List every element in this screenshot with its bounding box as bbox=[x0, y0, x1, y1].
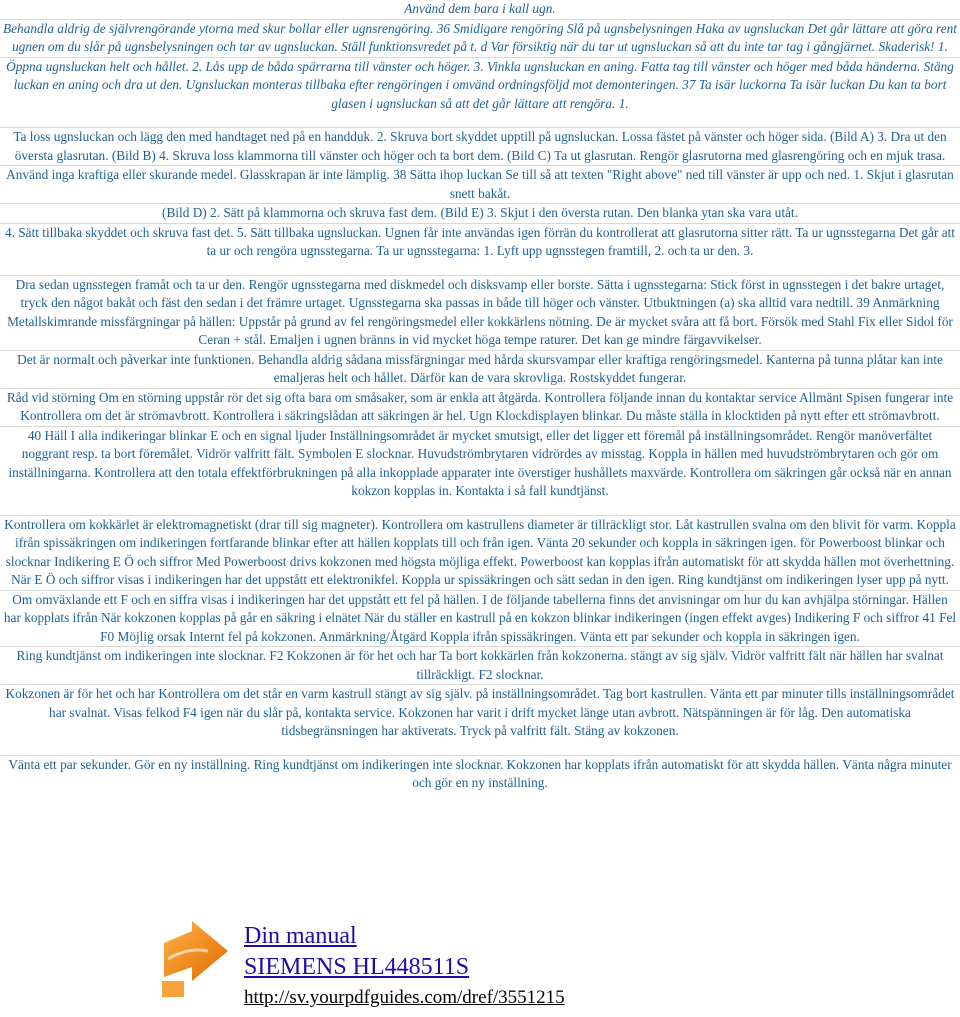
text-block bbox=[0, 515, 960, 590]
paragraph: 40 Häll I alla indikeringar blinkar E och en signal ljuder Inställningsområdet är mycket smutsigt, eller det ligger ett föremål på inställningsområdet. Rengör manöverfältet noggrant resp. ta bort föremålet. Vidrör valfritt fält. Symbolen E slocknar. Huvudströmbrytaren vidrördes av misstag. Koppla in hällen med huvudströmbrytaren och gör om inställningarna. Kontrollera att den totala effektförbrukningen på alla inkopplade apparater inte överstiger hushållets maxvärde. Kontrollera om säkringen går också när en annan kokzon kopplas in. Kontakta i så fall kundtjänst. bbox=[8, 427, 952, 498]
text-block bbox=[0, 165, 960, 203]
paragraph: Kontrollera om kokkärlet är elektromagnetiskt (drar till sig magneter). Kontrollera om kastrullens diameter är tillräckligt stor. Låt kastrullen svalna om den blivit för varm. Koppla ifrån spissäkringen om indikeringen fortfarande blinkar efter att hällen kopplats till och från igen. Vänta 20 sekunder och koppla in säkringen igen. för Powerboost blinkar och slocknar Indikering E Ö och siffror Med Powerboost drivs kokzonen med högsta möjliga effekt. Powerboost kan kopplas ifrån automatiskt för att skydda hällen mot överhettning. När E Ö och siffror visas i indikeringen har det uppstått ett elektronikfel. Koppla ur spissäkringen och sätt sedan in den igen. Ring kundtjänst om indikeringen lyser upp på nytt. bbox=[4, 516, 956, 587]
text-block bbox=[0, 0, 960, 19]
text-block bbox=[0, 755, 960, 793]
text-block bbox=[0, 203, 960, 223]
footer bbox=[0, 917, 960, 1017]
text-block bbox=[0, 19, 960, 57]
paragraph-gap bbox=[0, 741, 960, 755]
paragraph: Använd dem bara i kall ugn. bbox=[404, 1, 556, 16]
paragraph: Behandla aldrig de självrengörande ytorna med skur bollar eller ugnsrengöring. 36 Smidigare rengöring Slå på ugnsbelysningen Haka av ugnsluckan Det går lättare att göra rent ugnen om du slår på ugnsbelysningen och tar av ugnsluckan. Ställ funktionsvredet på t. d Var försiktig när du tar ut ugnsluckan så att du inte tar tag i gångjärnet. Skaderisk! 1. bbox=[3, 20, 957, 54]
paragraph-gap bbox=[0, 501, 960, 515]
paragraph-gap bbox=[0, 261, 960, 275]
paragraph: Vänta ett par sekunder. Gör en ny inställning. Ring kundtjänst om indikeringen inte slocknar. Kokzonen har kopplats ifrån automatiskt för att skydda hällen. Vänta några minuter och gör en ny inställning. bbox=[8, 756, 952, 790]
paragraph: Ring kundtjänst om indikeringen inte slocknar. F2 Kokzonen är för het och har Ta bort kokkärlen från kokzonerna. stängt av sig själv. Vidrör valfritt fält när hällen har svalnat tillräckligt. F2 slocknar. bbox=[16, 648, 944, 682]
text-block bbox=[0, 275, 960, 350]
paragraph: Om omväxlande ett F och en siffra visas i indikeringen har det uppstått ett fel på hällen. I de följande tabellerna finns det anvisningar om hur du kan avhjälpa störningar. Hällen har kopplats ifrån När kokzonen kopplas på går en säkring i elnätet När du ställer en kastrull på en kokzon blinkar indikeringen (ingen effekt avges) Indikering F och siffror 41 Fel F0 Möjlig orsak Internt fel på kokzonen. Anmärkning/Åtgärd Koppla ifrån spissäkringen. Vänta ett par sekunder och koppla in säkringen igen. bbox=[3, 591, 957, 644]
text-block bbox=[0, 223, 960, 261]
text-block bbox=[0, 127, 960, 165]
paragraph: Det är normalt och påverkar inte funktionen. Behandla aldrig sådana missfärgningar med hårda skursvampar eller kraftiga rengöringsmedel. Kanterna på tunna plåtar kan inte emaljeras helt och hållet. Därför kan de vara skrovliga. Rostskyddet fungerar. bbox=[17, 351, 943, 385]
paragraph: Öppna ugnsluckan helt och hållet. 2. Lås upp de båda spärrarna till vänster och höger. 3. Vinkla ugnsluckan en aning. Fatta tag till vänster och höger med båda händerna. Stäng luckan en aning och dra ut den. Ugnsluckan monteras tillbaka efter rengöringen i omvänd ordningsföljd mot demonteringen. 37 Ta isär luckorna Ta isär luckan Du kan ta bort glasen i ugnsluckan så att det går lättare att rengöra. 1. bbox=[6, 58, 954, 111]
manual-title-link[interactable]: Din manual bbox=[244, 923, 357, 949]
product-link[interactable]: SIEMENS HL448511S bbox=[244, 954, 470, 980]
paragraph: (Bild D) 2. Sätt på klammorna och skruva fast dem. (Bild E) 3. Skjut i den översta rutan. Den blanka ytan ska vara utåt. bbox=[162, 205, 798, 220]
text-block bbox=[0, 57, 960, 114]
text-block bbox=[0, 350, 960, 388]
paragraph-gap bbox=[0, 113, 960, 127]
text-block bbox=[0, 684, 960, 741]
paragraph: 4. Sätt tillbaka skyddet och skruva fast det. 5. Sätt tillbaka ugnsluckan. Ugnen får inte användas igen förrän du kontrollerat att glasrutorna sitter rätt. Ta ur ugnsstegarna Det går att ta ur och rengöra ugnsstegarna. Ta ur ugnsstegarna: 1. Lyft upp ugnsstegen framtill, 2. och ta ur den. 3. bbox=[4, 224, 956, 258]
paragraph: Kokzonen är för het och har Kontrollera om det står en varm kastrull stängt av sig själv. på inställningsområdet. Tag bort kastrullen. Vänta ett par minuter tills inställningsområdet har svalnat. Visas felkod F4 igen när du slår på, kontakta service. Kokzonen har varit i drift mycket länge utan avbrott. Nätspänningen är för låg. Den automatiska tidsbegränsningen har aktiverats. Tryck på valfritt fält. Stäng av kokzonen. bbox=[5, 686, 955, 738]
arrow-icon bbox=[158, 921, 230, 1001]
text-block bbox=[0, 426, 960, 501]
paragraph: Använd inga kraftiga eller skurande medel. Glasskrapan är inte lämplig. 38 Sätta ihop luckan Se till så att texten "Right above" ned till vänster är upp och ned. 1. Skjut i glasrutan snett bakåt. bbox=[6, 167, 954, 201]
text-block bbox=[0, 646, 960, 684]
text-block bbox=[0, 590, 960, 647]
paragraph: Råd vid störning Om en störning uppstår rör det sig ofta bara om småsaker, som är enkla att åtgärda. Kontrollera följande innan du kontaktar service Allmänt Spisen fungerar inte Kontrollera om det är strömavbrott. Kontrollera i säkringslådan att säkringen är hel. Ugn Klockdisplayen blinkar. Du måste ställa in klocktiden på nytt efter ett strömavbrott. bbox=[6, 389, 954, 423]
source-url-link[interactable]: http://sv.yourpdfguides.com/dref/3551215 bbox=[244, 987, 565, 1008]
paragraph: Dra sedan ugnsstegen framåt och ta ur den. Rengör ugnsstegarna med diskmedel och disksvamp eller borste. Sätta i ugnsstegarna: Stick först in ugnsstegen i det bakre urtaget, tryck den något bakåt och fäst den sedan i det främre urtaget. Ugnsstegarna ska passas in både till höger och vänster. Utbuktningen (a) ska alltid vara nedtill. 39 Anmärkning Metallskimrande missfärgningar på hällen: Uppstår på grund av fel rengöringsmedel eller kokkärlens nötning. De är mycket svåra att få bort. Försök med Stahl Fix eller Sidol för Ceran + stål. Emaljen i ugnen bränns in vid mycket höga tempe raturer. Det kan ge mindre färgavvikelser. bbox=[7, 276, 953, 347]
text-block bbox=[0, 388, 960, 426]
paragraph: Ta loss ugnsluckan och lägg den med handtaget ned på en handduk. 2. Skruva bort skyddet upptill på ugnsluckan. Lossa fästet på vänster och höger sida. (Bild A) 3. Dra ut den översta glasrutan. (Bild B) 4. Skruva loss klammorna till vänster och höger och ta bort dem. (Bild C) Ta ut glasrutan. Rengör glasrutorna med glasrengöring och en mjuk trasa. bbox=[13, 129, 947, 163]
